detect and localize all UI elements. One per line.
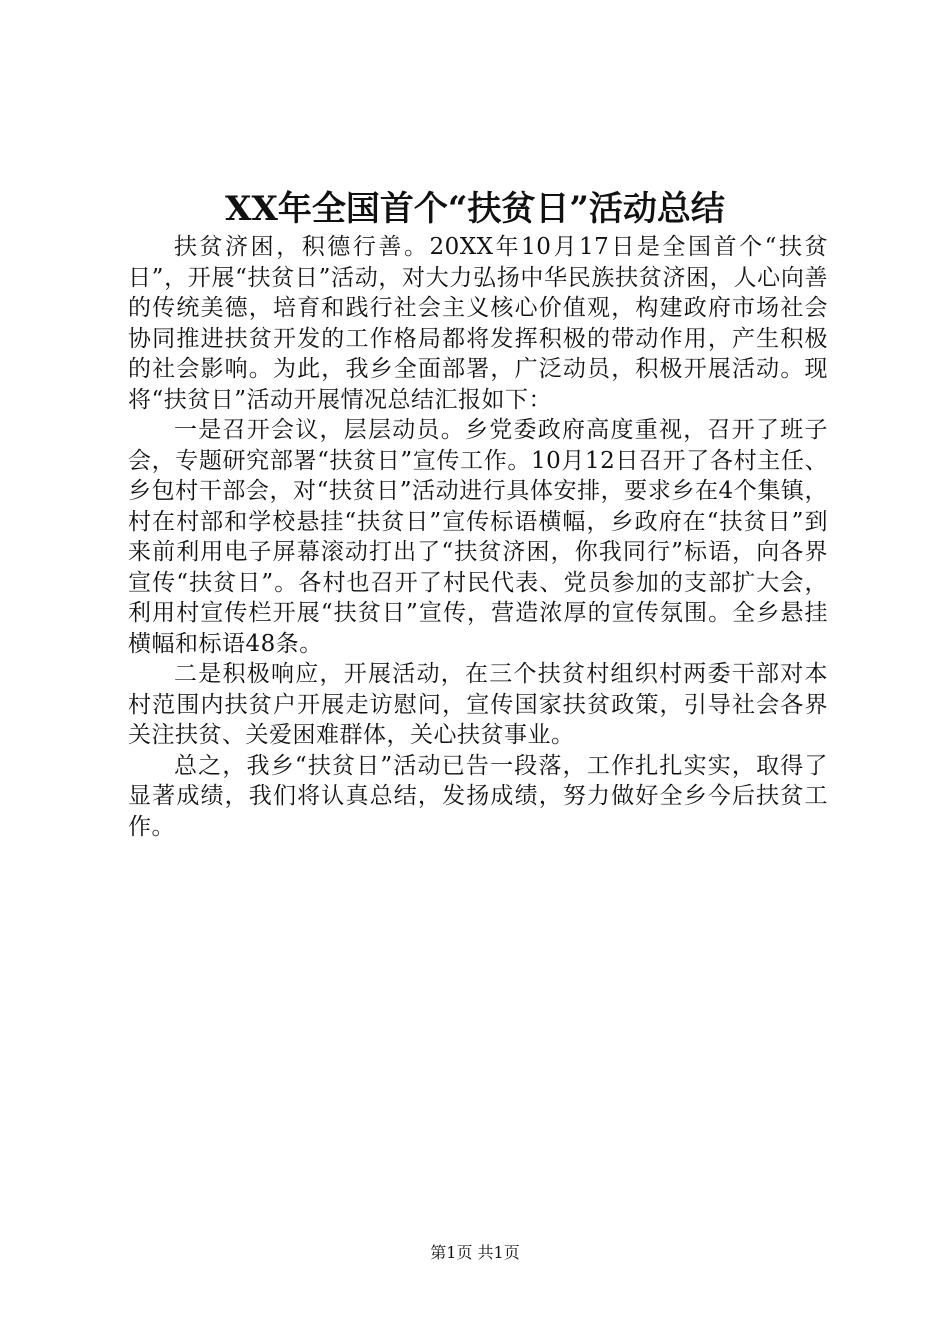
paragraph-intro: 扶贫济困，积德行善。20XX年10月17日是全国首个“扶贫日”，开展“扶贫日”活动，对大力弘扬中华民族扶贫济困，人心向善的传统美德，培育和践行社会主义核心价值观，构建政府市场社会协同推进扶贫开发的工作格局都将发挥积极的带动作用，产生积极的社会影响。为此，我乡全面部署，广泛动员，积极开展活动。现将“扶贫日”活动开展情况总结汇报如下： <box>128 234 828 413</box>
paragraph-conclusion: 总之，我乡“扶贫日”活动已告一段落，工作扎扎实实，取得了显著成绩，我们将认真总结，发扬成绩，努力做好全乡今后扶贫工作。 <box>128 752 828 840</box>
paragraph-activities: 二是积极响应，开展活动，在三个扶贫村组织村两委干部对本村范围内扶贫户开展走访慰问，宣传国家扶贫政策，引导社会各界关注扶贫、关爱困难群体，关心扶贫事业。 <box>128 661 828 748</box>
page-footer: 第1页 共1页 <box>430 1243 520 1262</box>
document-title: XX年全国首个“扶贫日”活动总结 <box>225 189 725 229</box>
paragraph-meetings: 一是召开会议，层层动员。乡党委政府高度重视，召开了班子会，专题研究部署“扶贫日”宣传工作。10月12日召开了各村主任、乡包村干部会，对“扶贫日”活动进行具体安排，要求乡在4个集镇，村在村部和学校悬挂“扶贫日”宣传标语横幅，乡政府在“扶贫日”到来前利用电子屏幕滚动打出了“扶贫济困，你我同行”标语，向各界宣传“扶贫日”。各村也召开了村民代表、党员参加的支部扩大会，利用村宣传栏开展“扶贫日”宣传，营造浓厚的宣传氛围。全乡悬挂横幅和标语48条。 <box>128 417 828 657</box>
document-body <box>128 232 828 842</box>
